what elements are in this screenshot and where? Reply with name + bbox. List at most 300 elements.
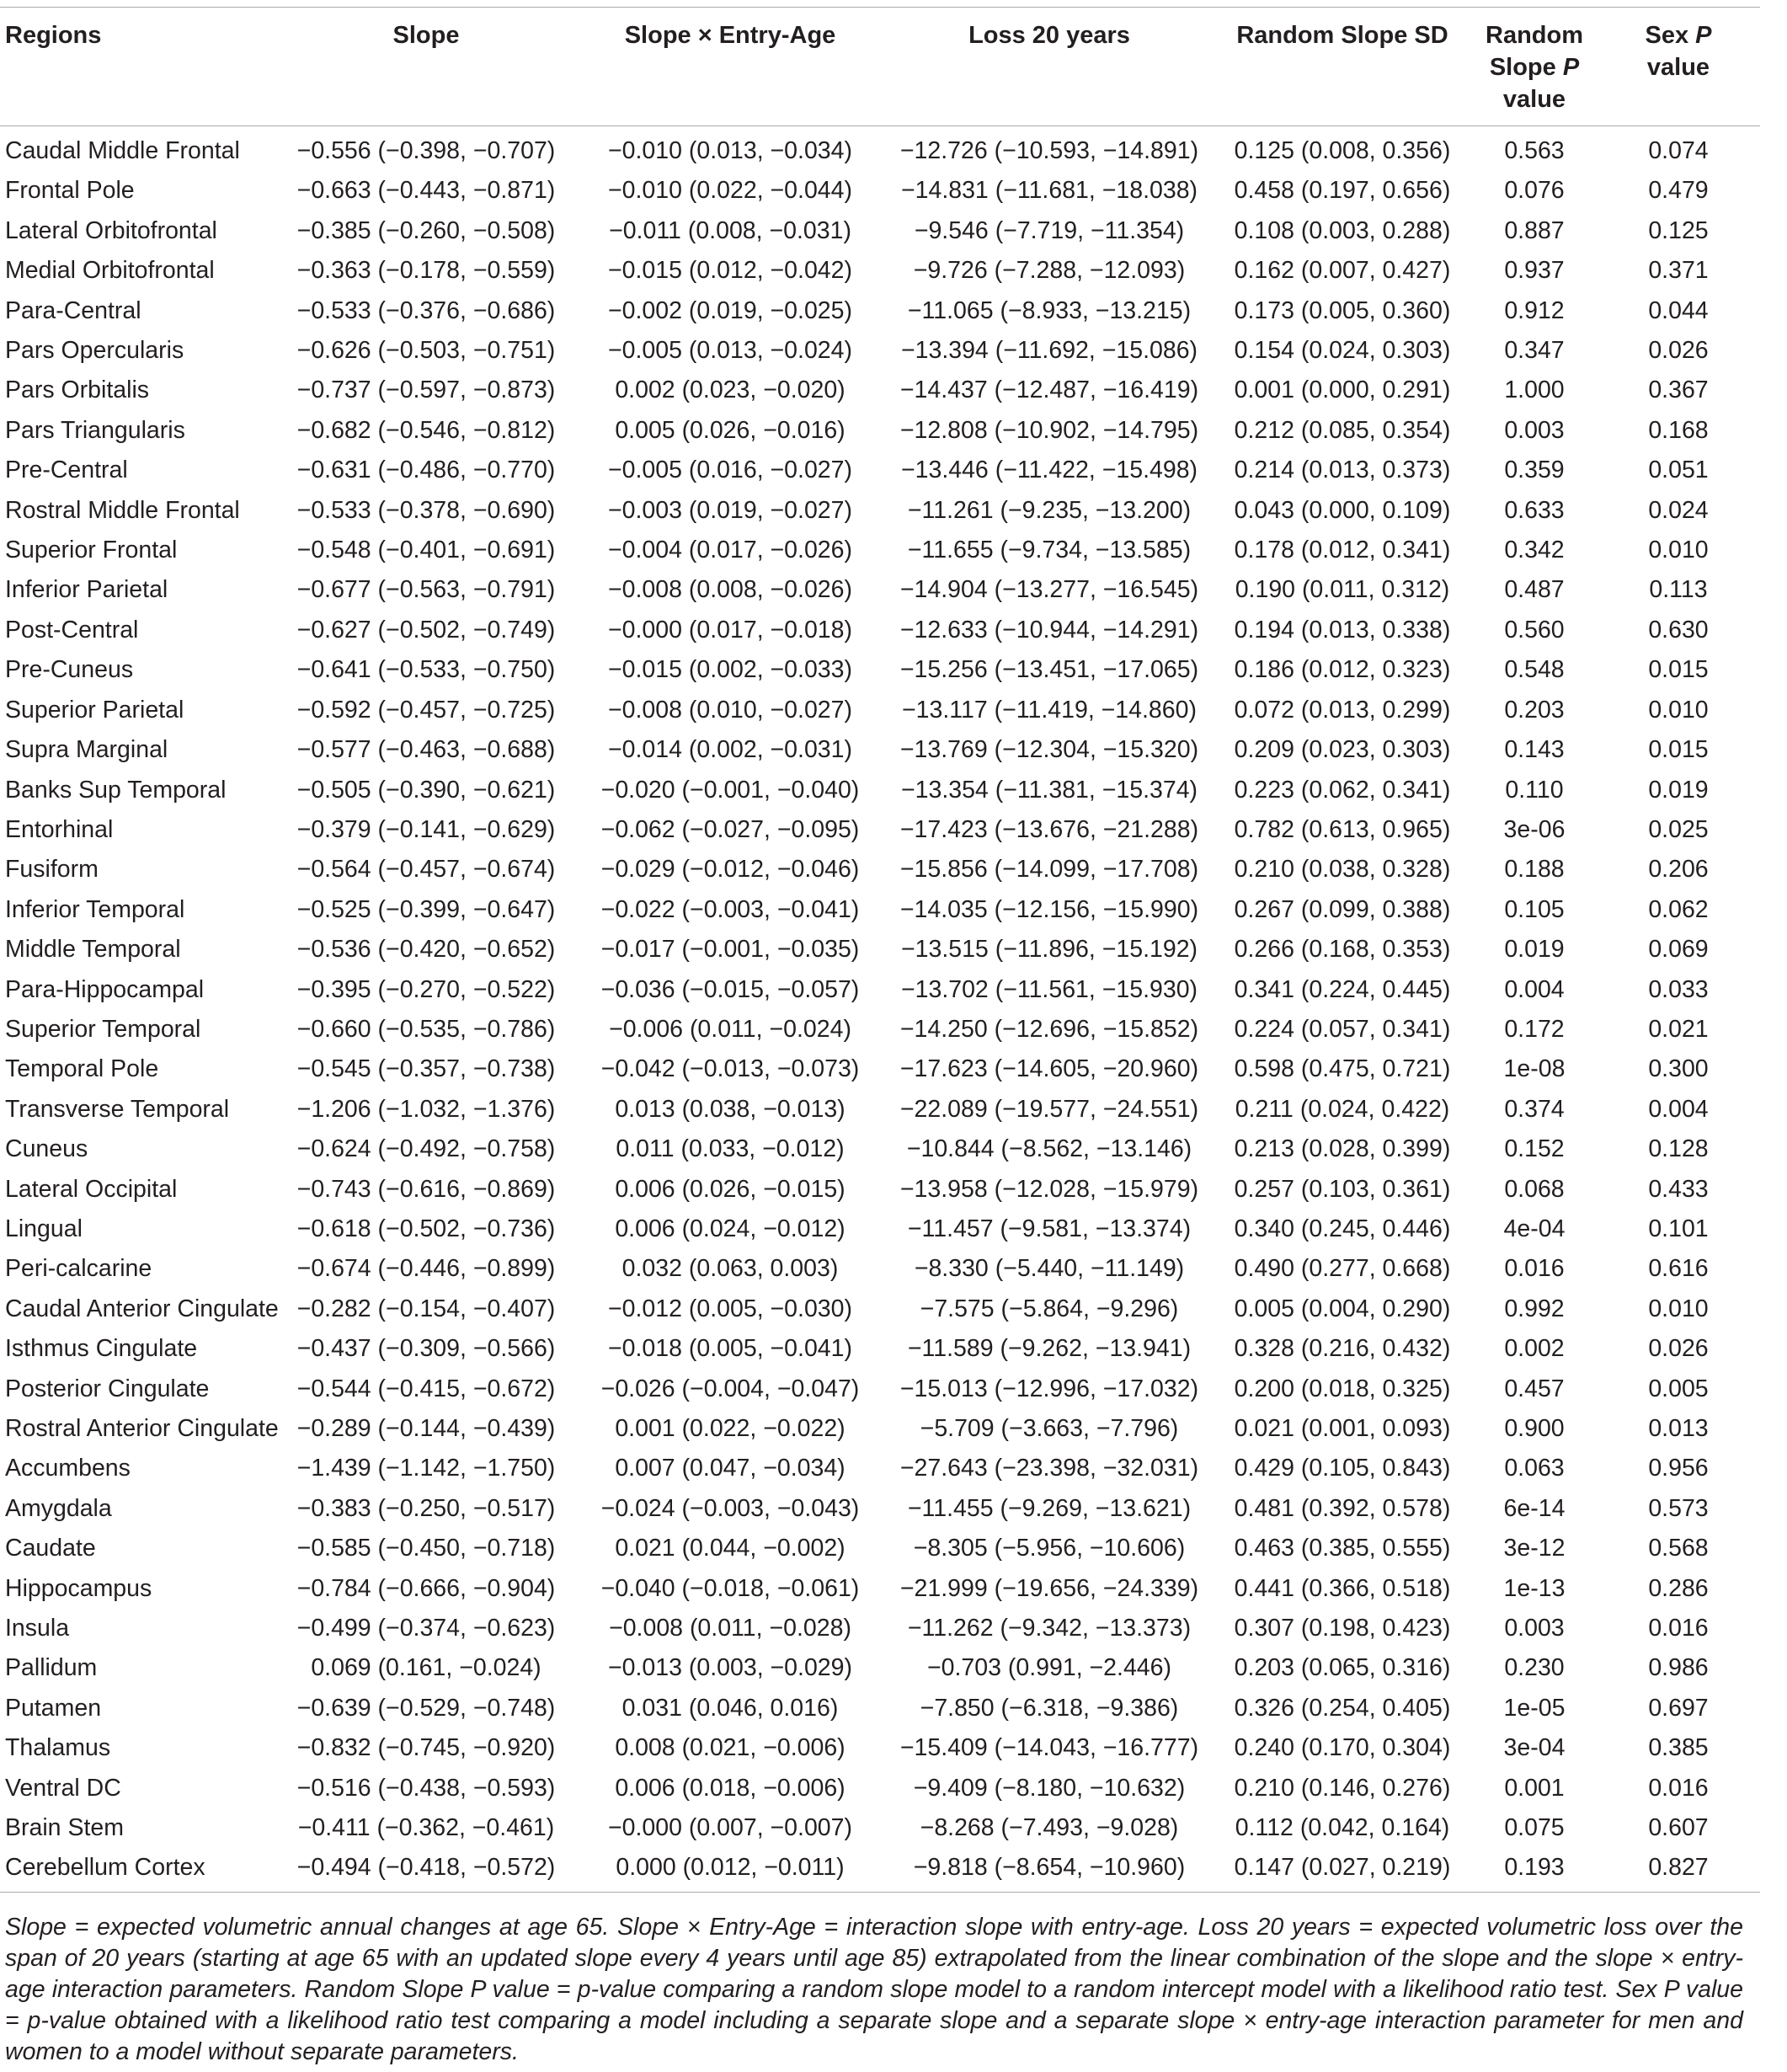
- cell-region: Caudal Anterior Cingulate: [5, 1295, 279, 1322]
- cell-slope: −0.682 (−0.546, −0.812): [296, 416, 556, 444]
- cell-sex-p: 0.479: [1648, 177, 1709, 205]
- cell-slope-x-entry-age: −0.008 (0.011, −0.028): [609, 1615, 851, 1642]
- cell-slope: −0.585 (−0.450, −0.718): [296, 1535, 556, 1562]
- cell-random-slope-p: 0.633: [1504, 496, 1565, 524]
- cell-random-slope-sd: 0.173 (0.005, 0.360): [1234, 296, 1451, 324]
- header-sex-p-line2: value: [1646, 54, 1710, 81]
- cell-random-slope-sd: 0.209 (0.023, 0.303): [1234, 736, 1451, 764]
- cell-random-slope-sd: 0.210 (0.146, 0.276): [1234, 1774, 1451, 1802]
- cell-slope: 0.069 (0.161, −0.024): [311, 1654, 541, 1682]
- cell-random-slope-sd: 0.463 (0.385, 0.555): [1234, 1535, 1451, 1562]
- cell-random-slope-sd: 0.154 (0.024, 0.303): [1234, 337, 1451, 365]
- cell-region: Pars Triangularis: [5, 416, 185, 444]
- cell-region: Pre-Central: [5, 457, 128, 484]
- cell-random-slope-p: 0.110: [1505, 776, 1564, 804]
- cell-random-slope-sd: 0.240 (0.170, 0.304): [1234, 1734, 1451, 1762]
- cell-sex-p: 0.206: [1648, 856, 1709, 884]
- cell-region: Fusiform: [5, 856, 99, 884]
- cell-loss-20-years: −9.726 (−7.288, −12.093): [913, 257, 1186, 285]
- cell-sex-p: 0.371: [1648, 257, 1709, 285]
- cell-sex-p: 0.286: [1648, 1574, 1709, 1602]
- cell-random-slope-sd: 0.214 (0.013, 0.373): [1234, 457, 1451, 484]
- cell-slope: −0.533 (−0.376, −0.686): [296, 296, 556, 324]
- table-row: [0, 1609, 1760, 1648]
- cell-slope: −0.544 (−0.415, −0.672): [296, 1375, 556, 1402]
- cell-loss-20-years: −9.409 (−8.180, −10.632): [913, 1774, 1186, 1802]
- cell-slope: −0.784 (−0.666, −0.904): [296, 1574, 556, 1602]
- cell-slope-x-entry-age: 0.006 (0.024, −0.012): [615, 1215, 845, 1242]
- cell-slope: −0.677 (−0.563, −0.791): [296, 576, 556, 604]
- cell-random-slope-p: 3e-04: [1503, 1734, 1566, 1762]
- cell-region: Peri-calcarine: [5, 1255, 152, 1283]
- cell-random-slope-sd: 0.490 (0.277, 0.668): [1234, 1255, 1451, 1283]
- cell-random-slope-sd: 0.212 (0.085, 0.354): [1234, 416, 1451, 444]
- cell-random-slope-p: 0.152: [1504, 1135, 1565, 1163]
- table-row: [0, 1290, 1760, 1329]
- cell-random-slope-sd: 0.005 (0.004, 0.290): [1234, 1295, 1451, 1322]
- cell-slope: −0.832 (−0.745, −0.920): [296, 1734, 556, 1762]
- cell-loss-20-years: −11.455 (−9.269, −13.621): [907, 1494, 1192, 1522]
- cell-slope-x-entry-age: −0.010 (0.013, −0.034): [608, 137, 852, 164]
- cell-slope: −0.499 (−0.374, −0.623): [296, 1615, 556, 1642]
- table-row: [0, 411, 1760, 451]
- cell-random-slope-sd: 0.266 (0.168, 0.353): [1234, 936, 1451, 964]
- cell-sex-p: 0.010: [1648, 537, 1709, 564]
- cell-sex-p: 0.697: [1648, 1694, 1709, 1722]
- cell-loss-20-years: −14.250 (−12.696, −15.852): [899, 1015, 1199, 1043]
- cell-slope: −0.395 (−0.270, −0.522): [296, 975, 556, 1003]
- cell-loss-20-years: −9.546 (−7.719, −11.354): [914, 216, 1185, 244]
- cell-slope: −0.437 (−0.309, −0.566): [296, 1335, 556, 1363]
- cell-slope: −0.626 (−0.503, −0.751): [296, 337, 556, 365]
- cell-loss-20-years: −7.575 (−5.864, −9.296): [920, 1295, 1179, 1322]
- cell-loss-20-years: −8.330 (−5.440, −11.149): [914, 1255, 1185, 1283]
- cell-random-slope-sd: 0.223 (0.062, 0.341): [1234, 776, 1451, 804]
- cell-loss-20-years: −8.305 (−5.956, −10.606): [913, 1535, 1186, 1562]
- header-random-slope-p-line1: Random: [1486, 22, 1583, 49]
- cell-loss-20-years: −12.633 (−10.944, −14.291): [899, 616, 1199, 643]
- table-row: [0, 1449, 1760, 1488]
- cell-slope-x-entry-age: 0.001 (0.022, −0.022): [615, 1415, 845, 1442]
- cell-sex-p: 0.113: [1649, 576, 1708, 604]
- cell-sex-p: 0.015: [1648, 656, 1709, 684]
- table-row: [0, 1569, 1760, 1609]
- cell-region: Entorhinal: [5, 815, 114, 843]
- cell-sex-p: 0.069: [1648, 936, 1709, 964]
- cell-sex-p: 0.074: [1648, 137, 1709, 164]
- table-row: [0, 126, 1760, 172]
- cell-random-slope-p: 1e-05: [1503, 1694, 1566, 1722]
- cell-slope: −0.363 (−0.178, −0.559): [296, 257, 556, 285]
- cell-region: Cerebellum Cortex: [0, 1848, 278, 1892]
- cell-random-slope-p: 3e-06: [1503, 815, 1566, 843]
- cell-random-slope-sd: 0.108 (0.003, 0.288): [1234, 216, 1451, 244]
- cell-slope: −0.536 (−0.420, −0.652): [296, 936, 556, 964]
- cell-sex-p: 0.607: [1648, 1814, 1709, 1842]
- table-row: [0, 291, 1760, 331]
- cell-slope: −1.439 (−1.142, −1.750): [296, 1455, 556, 1482]
- cell-slope: −0.592 (−0.457, −0.725): [296, 696, 556, 724]
- cell-sex-p: 0.026: [1648, 337, 1709, 365]
- cell-region: Rostral Anterior Cingulate: [5, 1415, 279, 1442]
- cell-sex-p: 0.051: [1648, 457, 1709, 484]
- cell-random-slope-p: 0.002: [1504, 1335, 1565, 1363]
- cell-loss-20-years: −8.268 (−7.493, −9.028): [920, 1814, 1179, 1842]
- cell-slope: −0.641 (−0.533, −0.750): [296, 656, 556, 684]
- cell-sex-p: 0.986: [1648, 1654, 1709, 1682]
- cell-loss-20-years: −14.831 (−11.681, −18.038): [900, 177, 1198, 205]
- cell-loss-20-years: −11.457 (−9.581, −13.374): [907, 1215, 1192, 1242]
- cell-region: Caudal Middle Frontal: [5, 137, 240, 164]
- cell-slope-x-entry-age: −0.029 (−0.012, −0.046): [600, 856, 860, 884]
- cell-region: Caudate: [5, 1535, 96, 1562]
- table-row: [0, 171, 1760, 211]
- cell-slope: −0.494 (−0.418, −0.572): [278, 1848, 574, 1892]
- cell-random-slope-p: 0.342: [1504, 537, 1565, 564]
- cell-random-slope-p: 1e-13: [1503, 1574, 1566, 1602]
- cell-slope: −0.533 (−0.378, −0.690): [296, 496, 556, 524]
- cell-random-slope-sd: 0.186 (0.012, 0.323): [1234, 656, 1451, 684]
- cell-region: Pars Orbitalis: [5, 376, 150, 404]
- cell-loss-20-years: −13.394 (−11.692, −15.086): [900, 337, 1198, 365]
- table-row: [0, 1370, 1760, 1409]
- cell-region: Banks Sup Temporal: [5, 776, 227, 804]
- cell-slope: −0.737 (−0.597, −0.873): [296, 376, 556, 404]
- cell-random-slope-sd: 0.267 (0.099, 0.388): [1234, 895, 1451, 923]
- cell-region: Lateral Occipital: [5, 1175, 178, 1203]
- cell-slope-x-entry-age: −0.015 (0.012, −0.042): [608, 257, 852, 285]
- header-loss-20-years: Loss 20 years: [886, 8, 1213, 126]
- cell-region: Hippocampus: [5, 1574, 152, 1602]
- cell-random-slope-sd: 0.190 (0.011, 0.312): [1235, 576, 1450, 604]
- cell-sex-p: 0.013: [1648, 1415, 1709, 1442]
- cell-slope: −0.564 (−0.457, −0.674): [296, 856, 556, 884]
- cell-region: Supra Marginal: [5, 736, 168, 764]
- cell-random-slope-sd: 0.112 (0.042, 0.164): [1235, 1814, 1450, 1842]
- cell-random-slope-sd: 0.125 (0.008, 0.356): [1234, 137, 1451, 164]
- cell-random-slope-sd: 0.194 (0.013, 0.338): [1234, 616, 1451, 643]
- table-row: [0, 491, 1760, 531]
- header-random-slope-p-italic: P: [1562, 54, 1580, 81]
- cell-sex-p: 0.101: [1648, 1215, 1709, 1242]
- cell-random-slope-p: 0.004: [1504, 975, 1565, 1003]
- cell-random-slope-p: 0.143: [1504, 736, 1565, 764]
- cell-random-slope-p: 0.068: [1504, 1175, 1565, 1203]
- cell-random-slope-sd: 0.782 (0.613, 0.965): [1234, 815, 1451, 843]
- cell-region: Thalamus: [5, 1734, 111, 1762]
- cell-region: Pallidum: [5, 1654, 98, 1682]
- cell-loss-20-years: −14.437 (−12.487, −16.419): [899, 376, 1199, 404]
- cell-slope-x-entry-age: −0.024 (−0.003, −0.043): [600, 1494, 860, 1522]
- cell-slope: −0.525 (−0.399, −0.647): [296, 895, 556, 923]
- table-row: [0, 371, 1760, 410]
- cell-region: Rostral Middle Frontal: [5, 496, 240, 524]
- cell-random-slope-p: 0.076: [1504, 177, 1565, 205]
- cell-slope-x-entry-age: −0.015 (0.002, −0.033): [608, 656, 852, 684]
- cell-slope-x-entry-age: −0.036 (−0.015, −0.057): [600, 975, 860, 1003]
- cell-slope: −0.631 (−0.486, −0.770): [296, 457, 556, 484]
- cell-loss-20-years: −13.769 (−12.304, −15.320): [899, 736, 1199, 764]
- cell-region: Lateral Orbitofrontal: [5, 216, 217, 244]
- cell-sex-p: 0.630: [1648, 616, 1709, 643]
- table-row: [0, 691, 1760, 730]
- cell-region: Frontal Pole: [5, 177, 135, 205]
- cell-region: Pars Opercularis: [5, 337, 184, 365]
- cell-loss-20-years: −12.808 (−10.902, −14.795): [899, 416, 1199, 444]
- cell-random-slope-p: 3e-12: [1503, 1535, 1566, 1562]
- header-sex-p-line1: Sex: [1645, 22, 1689, 49]
- table-row: [0, 1769, 1760, 1808]
- cell-slope: −0.627 (−0.502, −0.749): [296, 616, 556, 643]
- cell-region: Insula: [5, 1615, 70, 1642]
- cell-region: Pre-Cuneus: [5, 656, 134, 684]
- cell-random-slope-sd: 0.429 (0.105, 0.843): [1234, 1455, 1451, 1482]
- cell-region: Cuneus: [5, 1135, 88, 1163]
- table-row: [0, 650, 1760, 690]
- cell-region: Post-Central: [5, 616, 139, 643]
- cell-random-slope-p: 0.172: [1504, 1015, 1565, 1043]
- cell-random-slope-p: 0.001: [1504, 1774, 1565, 1802]
- cell-slope: −0.660 (−0.535, −0.786): [296, 1015, 556, 1043]
- cell-random-slope-sd: 0.178 (0.012, 0.341): [1234, 537, 1451, 564]
- cell-slope-x-entry-age: −0.013 (0.003, −0.029): [608, 1654, 852, 1682]
- cell-sex-p: 0.385: [1648, 1734, 1709, 1762]
- results-table: [0, 7, 1760, 1893]
- cell-random-slope-p: 0.063: [1504, 1455, 1565, 1482]
- cell-random-slope-sd: 0.481 (0.392, 0.578): [1234, 1494, 1451, 1522]
- cell-loss-20-years: −5.709 (−3.663, −7.796): [920, 1415, 1179, 1442]
- cell-slope-x-entry-age: −0.000 (0.007, −0.007): [608, 1814, 852, 1842]
- cell-slope: −0.618 (−0.502, −0.736): [296, 1215, 556, 1242]
- table-row: [0, 1728, 1760, 1768]
- cell-random-slope-sd: 0.210 (0.038, 0.328): [1234, 856, 1451, 884]
- cell-loss-20-years: −14.035 (−12.156, −15.990): [899, 895, 1199, 923]
- table-row: [0, 730, 1760, 770]
- cell-slope-x-entry-age: −0.011 (0.008, −0.031): [609, 216, 851, 244]
- cell-loss-20-years: −7.850 (−6.318, −9.386): [920, 1694, 1179, 1722]
- cell-random-slope-sd: 0.200 (0.018, 0.325): [1234, 1375, 1451, 1402]
- cell-random-slope-p: 0.992: [1504, 1295, 1565, 1322]
- table-row: [0, 331, 1760, 371]
- cell-loss-20-years: −13.446 (−11.422, −15.498): [900, 457, 1198, 484]
- cell-slope-x-entry-age: 0.013 (0.038, −0.013): [615, 1095, 845, 1123]
- cell-region: Superior Temporal: [5, 1015, 201, 1043]
- cell-random-slope-p: 0.188: [1504, 856, 1565, 884]
- cell-slope: −0.639 (−0.529, −0.748): [296, 1694, 556, 1722]
- cell-loss-20-years: −12.726 (−10.593, −14.891): [899, 137, 1199, 164]
- table-header-row: [0, 8, 1760, 126]
- cell-slope-x-entry-age: −0.006 (0.011, −0.024): [609, 1015, 851, 1043]
- cell-sex-p: 0.128: [1648, 1135, 1709, 1163]
- cell-random-slope-sd: 0.328 (0.216, 0.432): [1234, 1335, 1451, 1363]
- table-row: [0, 1249, 1760, 1289]
- table-row: [0, 1329, 1760, 1369]
- cell-random-slope-p: 1e-08: [1503, 1055, 1566, 1083]
- cell-random-slope-p: 0.548: [1504, 656, 1565, 684]
- cell-region: Brain Stem: [5, 1814, 124, 1842]
- cell-random-slope-p: 0.016: [1504, 1255, 1565, 1283]
- cell-region: Medial Orbitofrontal: [5, 257, 215, 285]
- cell-loss-20-years: −17.423 (−13.676, −21.288): [899, 815, 1199, 843]
- table-row: [0, 771, 1760, 810]
- cell-slope-x-entry-age: 0.011 (0.033, −0.012): [616, 1135, 845, 1163]
- cell-region: Lingual: [5, 1215, 83, 1242]
- cell-random-slope-sd: 0.224 (0.057, 0.341): [1234, 1015, 1451, 1043]
- cell-region: Ventral DC: [5, 1774, 121, 1802]
- cell-random-slope-sd: 0.326 (0.254, 0.405): [1234, 1694, 1451, 1722]
- cell-loss-20-years: −27.643 (−23.398, −32.031): [899, 1455, 1199, 1482]
- cell-random-slope-sd: 0.213 (0.028, 0.399): [1234, 1135, 1451, 1163]
- cell-slope-x-entry-age: −0.000 (0.017, −0.018): [608, 616, 852, 643]
- cell-slope-x-entry-age: −0.010 (0.022, −0.044): [608, 177, 852, 205]
- cell-random-slope-p: 0.105: [1504, 895, 1565, 923]
- cell-random-slope-p: 0.003: [1504, 416, 1565, 444]
- table-row: [0, 1689, 1760, 1728]
- table-row: [0, 1648, 1760, 1688]
- cell-random-slope-p: 0.563: [1504, 137, 1565, 164]
- cell-slope: −0.411 (−0.362, −0.461): [297, 1814, 555, 1842]
- cell-slope-x-entry-age: 0.031 (0.046, 0.016): [621, 1694, 839, 1722]
- cell-region: Isthmus Cingulate: [5, 1335, 198, 1363]
- cell-region: Putamen: [5, 1694, 102, 1722]
- cell-slope: −0.545 (−0.357, −0.738): [296, 1055, 556, 1083]
- cell-slope-x-entry-age: −0.014 (0.002, −0.031): [608, 736, 852, 764]
- cell-region: Middle Temporal: [5, 936, 181, 964]
- cell-slope-x-entry-age: −0.002 (0.019, −0.025): [608, 296, 852, 324]
- header-random-slope-p-line2: Slope: [1489, 54, 1556, 81]
- cell-random-slope-sd: 0.341 (0.224, 0.445): [1234, 975, 1451, 1003]
- cell-random-slope-sd: 0.257 (0.103, 0.361): [1234, 1175, 1451, 1203]
- cell-random-slope-p: 0.075: [1504, 1814, 1565, 1842]
- cell-random-slope-sd: 0.598 (0.475, 0.721): [1234, 1055, 1451, 1083]
- cell-slope-x-entry-age: −0.012 (0.005, −0.030): [608, 1295, 852, 1322]
- table-row: [0, 1129, 1760, 1169]
- header-slope-x-entry-age: Slope × Entry-Age: [574, 8, 886, 126]
- cell-random-slope-sd: 0.001 (0.000, 0.291): [1234, 376, 1451, 404]
- cell-slope-x-entry-age: 0.021 (0.044, −0.002): [615, 1535, 845, 1562]
- cell-loss-20-years: −15.013 (−12.996, −17.032): [899, 1375, 1199, 1402]
- cell-slope-x-entry-age: −0.022 (−0.003, −0.041): [600, 895, 860, 923]
- cell-loss-20-years: −11.589 (−9.262, −13.941): [907, 1335, 1192, 1363]
- cell-slope-x-entry-age: 0.002 (0.023, −0.020): [615, 376, 845, 404]
- table-row: [0, 1170, 1760, 1210]
- cell-slope: −0.577 (−0.463, −0.688): [296, 736, 556, 764]
- table-row: [0, 890, 1760, 930]
- cell-slope-x-entry-age: −0.005 (0.016, −0.027): [608, 457, 852, 484]
- cell-slope-x-entry-age: −0.004 (0.017, −0.026): [608, 537, 852, 564]
- table-row: [0, 1210, 1760, 1249]
- cell-slope: −1.206 (−1.032, −1.376): [296, 1095, 556, 1123]
- cell-loss-20-years: −21.999 (−19.656, −24.339): [899, 1574, 1199, 1602]
- cell-loss-20-years: −15.856 (−14.099, −17.708): [899, 856, 1199, 884]
- cell-slope-x-entry-age: −0.042 (−0.013, −0.073): [600, 1055, 860, 1083]
- cell-region: Superior Parietal: [5, 696, 184, 724]
- cell-random-slope-sd: 0.147 (0.027, 0.219): [1213, 1848, 1472, 1892]
- header-random-slope-p-value: [1472, 8, 1597, 126]
- cell-sex-p: 0.168: [1648, 416, 1709, 444]
- cell-loss-20-years: −10.844 (−8.562, −13.146): [906, 1135, 1192, 1163]
- cell-random-slope-p: 0.019: [1504, 936, 1565, 964]
- cell-random-slope-sd: 0.441 (0.366, 0.518): [1234, 1574, 1451, 1602]
- cell-random-slope-sd: 0.021 (0.001, 0.093): [1234, 1415, 1451, 1442]
- cell-slope: −0.674 (−0.446, −0.899): [296, 1255, 556, 1283]
- cell-loss-20-years: −11.065 (−8.933, −13.215): [907, 296, 1192, 324]
- cell-sex-p: 0.300: [1648, 1055, 1709, 1083]
- cell-loss-20-years: −13.702 (−11.561, −15.930): [900, 975, 1198, 1003]
- cell-slope-x-entry-age: −0.017 (−0.001, −0.035): [600, 936, 860, 964]
- cell-region: Inferior Temporal: [5, 895, 185, 923]
- cell-random-slope-sd: 0.203 (0.065, 0.316): [1234, 1654, 1451, 1682]
- cell-random-slope-p: 0.193: [1472, 1848, 1597, 1892]
- cell-slope-x-entry-age: −0.005 (0.013, −0.024): [608, 337, 852, 365]
- cell-slope: −0.548 (−0.401, −0.691): [296, 537, 556, 564]
- cell-region: Para-Central: [5, 296, 141, 324]
- cell-random-slope-sd: 0.458 (0.197, 0.656): [1234, 177, 1451, 205]
- cell-loss-20-years: −17.623 (−14.605, −20.960): [899, 1055, 1199, 1083]
- cell-random-slope-sd: 0.307 (0.198, 0.423): [1234, 1615, 1451, 1642]
- cell-slope: −0.743 (−0.616, −0.869): [296, 1175, 556, 1203]
- header-random-slope-sd: Random Slope SD: [1213, 8, 1472, 126]
- cell-sex-p: 0.956: [1648, 1455, 1709, 1482]
- header-sex-p-value: [1597, 8, 1760, 126]
- cell-slope: −0.556 (−0.398, −0.707): [296, 137, 556, 164]
- cell-slope: −0.379 (−0.141, −0.629): [296, 815, 556, 843]
- header-random-slope-p-line3: value: [1502, 86, 1566, 113]
- table-row: [0, 1090, 1760, 1129]
- cell-loss-20-years: −11.261 (−9.235, −13.200): [907, 496, 1192, 524]
- cell-sex-p: 0.004: [1648, 1095, 1709, 1123]
- cell-region: Inferior Parietal: [5, 576, 168, 604]
- cell-random-slope-sd: 0.072 (0.013, 0.299): [1234, 696, 1451, 724]
- cell-sex-p: 0.005: [1648, 1375, 1709, 1402]
- table-row: [0, 570, 1760, 610]
- cell-slope: −0.289 (−0.144, −0.439): [296, 1415, 556, 1442]
- table-row: [0, 211, 1760, 251]
- cell-slope: −0.624 (−0.492, −0.758): [296, 1135, 556, 1163]
- cell-sex-p: 0.010: [1648, 1295, 1709, 1322]
- header-regions: Regions: [0, 8, 278, 126]
- cell-random-slope-sd: 0.162 (0.007, 0.427): [1234, 257, 1451, 285]
- cell-random-slope-p: 0.230: [1504, 1654, 1565, 1682]
- cell-loss-20-years: −13.117 (−11.419, −14.860): [902, 696, 1197, 724]
- cell-slope-x-entry-age: 0.032 (0.063, 0.003): [621, 1255, 839, 1283]
- cell-slope: −0.516 (−0.438, −0.593): [296, 1774, 556, 1802]
- cell-sex-p: 0.568: [1648, 1535, 1709, 1562]
- cell-random-slope-p: 6e-14: [1503, 1494, 1566, 1522]
- cell-sex-p: 0.573: [1648, 1494, 1709, 1522]
- cell-sex-p: 0.015: [1648, 736, 1709, 764]
- cell-slope: −0.282 (−0.154, −0.407): [296, 1295, 556, 1322]
- cell-random-slope-p: 0.887: [1504, 216, 1565, 244]
- table-row: [0, 531, 1760, 570]
- cell-sex-p: 0.033: [1648, 975, 1709, 1003]
- cell-slope-x-entry-age: 0.006 (0.018, −0.006): [615, 1774, 845, 1802]
- cell-slope-x-entry-age: −0.003 (0.019, −0.027): [608, 496, 852, 524]
- table-row: [0, 1529, 1760, 1568]
- cell-slope-x-entry-age: −0.008 (0.008, −0.026): [608, 576, 852, 604]
- table-row: [0, 1808, 1760, 1848]
- header-sex-p-italic: P: [1695, 22, 1712, 49]
- cell-sex-p: 0.062: [1648, 895, 1709, 923]
- table-row: [0, 810, 1760, 850]
- cell-loss-20-years: −0.703 (0.991, −2.446): [927, 1654, 1171, 1682]
- cell-sex-p: 0.367: [1648, 376, 1709, 404]
- cell-slope: −0.505 (−0.390, −0.621): [296, 776, 556, 804]
- cell-loss-20-years: −13.354 (−11.381, −15.374): [900, 776, 1198, 804]
- table-row: [0, 1049, 1760, 1089]
- table-row: [0, 251, 1760, 291]
- cell-region: Posterior Cingulate: [5, 1375, 210, 1402]
